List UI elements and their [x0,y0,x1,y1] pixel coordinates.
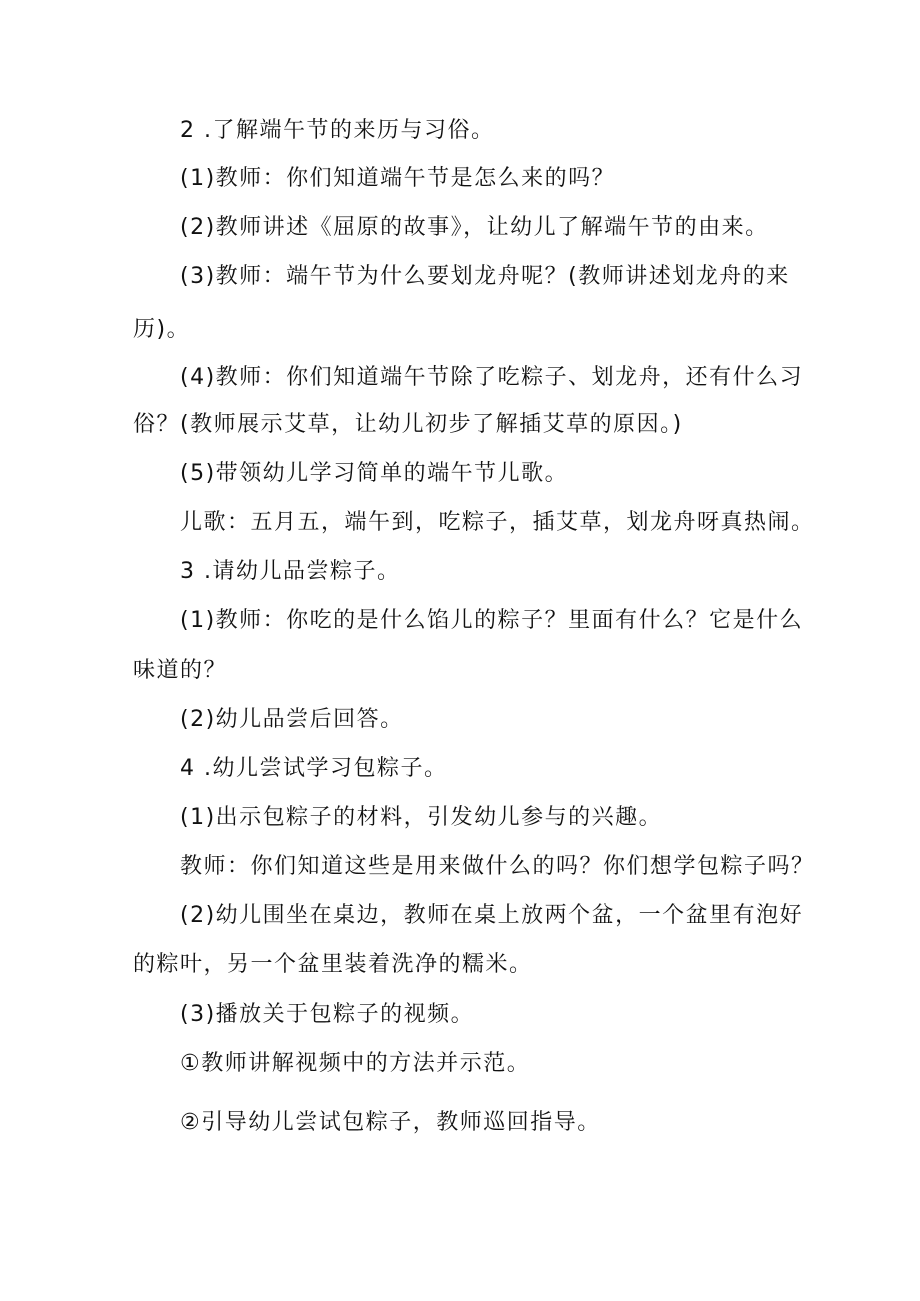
paragraph-line: 教师：你们知道这些是用来做什么的吗？你们想学包粽子吗？ [180,854,815,879]
section-heading-3: 3 .请幼儿品尝粽子。 [180,559,401,584]
paragraph-line: 历)。 [133,317,191,342]
paragraph-line: (1)出示包粽子的材料，引发幼儿参与的兴趣。 [180,805,663,830]
section-heading-4: 4 .幼儿尝试学习包粽子。 [180,756,448,781]
paragraph-line: 的粽叶，另一个盆里装着洗净的糯米。 [133,952,533,977]
paragraph-line: (5)带领幼儿学习简单的端午节儿歌。 [180,461,569,486]
paragraph-line: (2)幼儿品尝后回答。 [180,707,404,732]
paragraph-line: ①教师讲解视频中的方法并示范。 [180,1051,531,1076]
paragraph-line: (3)教师：端午节为什么要划龙舟呢？(教师讲述划龙舟的来 [180,264,790,289]
paragraph-line: 味道的？ [133,658,228,683]
song-lyrics: 儿歌：五月五，端午到，吃粽子，插艾草，划龙舟呀真热闹。 [180,510,815,535]
paragraph-line: (1)教师：你吃的是什么馅儿的粽子？里面有什么？它是什么 [180,608,804,633]
paragraph-line: (2)幼儿围坐在桌边，教师在桌上放两个盆，一个盆里有泡好 [180,903,804,928]
paragraph-line: (4)教师：你们知道端午节除了吃粽子、划龙舟，还有什么习 [180,365,804,390]
paragraph-line: 俗？(教师展示艾草，让幼儿初步了解插艾草的原因。) [133,412,683,437]
paragraph-line: (3)播放关于包粽子的视频。 [180,1002,475,1027]
paragraph-line: (1)教师：你们知道端午节是怎么来的吗？ [180,166,616,191]
section-heading-2: 2 .了解端午节的来历与习俗。 [180,118,495,143]
paragraph-line: ②引导幼儿尝试包粽子，教师巡回指导。 [180,1110,601,1135]
paragraph-line: (2)教师讲述《屈原的故事》，让幼儿了解端午节的由来。 [180,215,769,240]
